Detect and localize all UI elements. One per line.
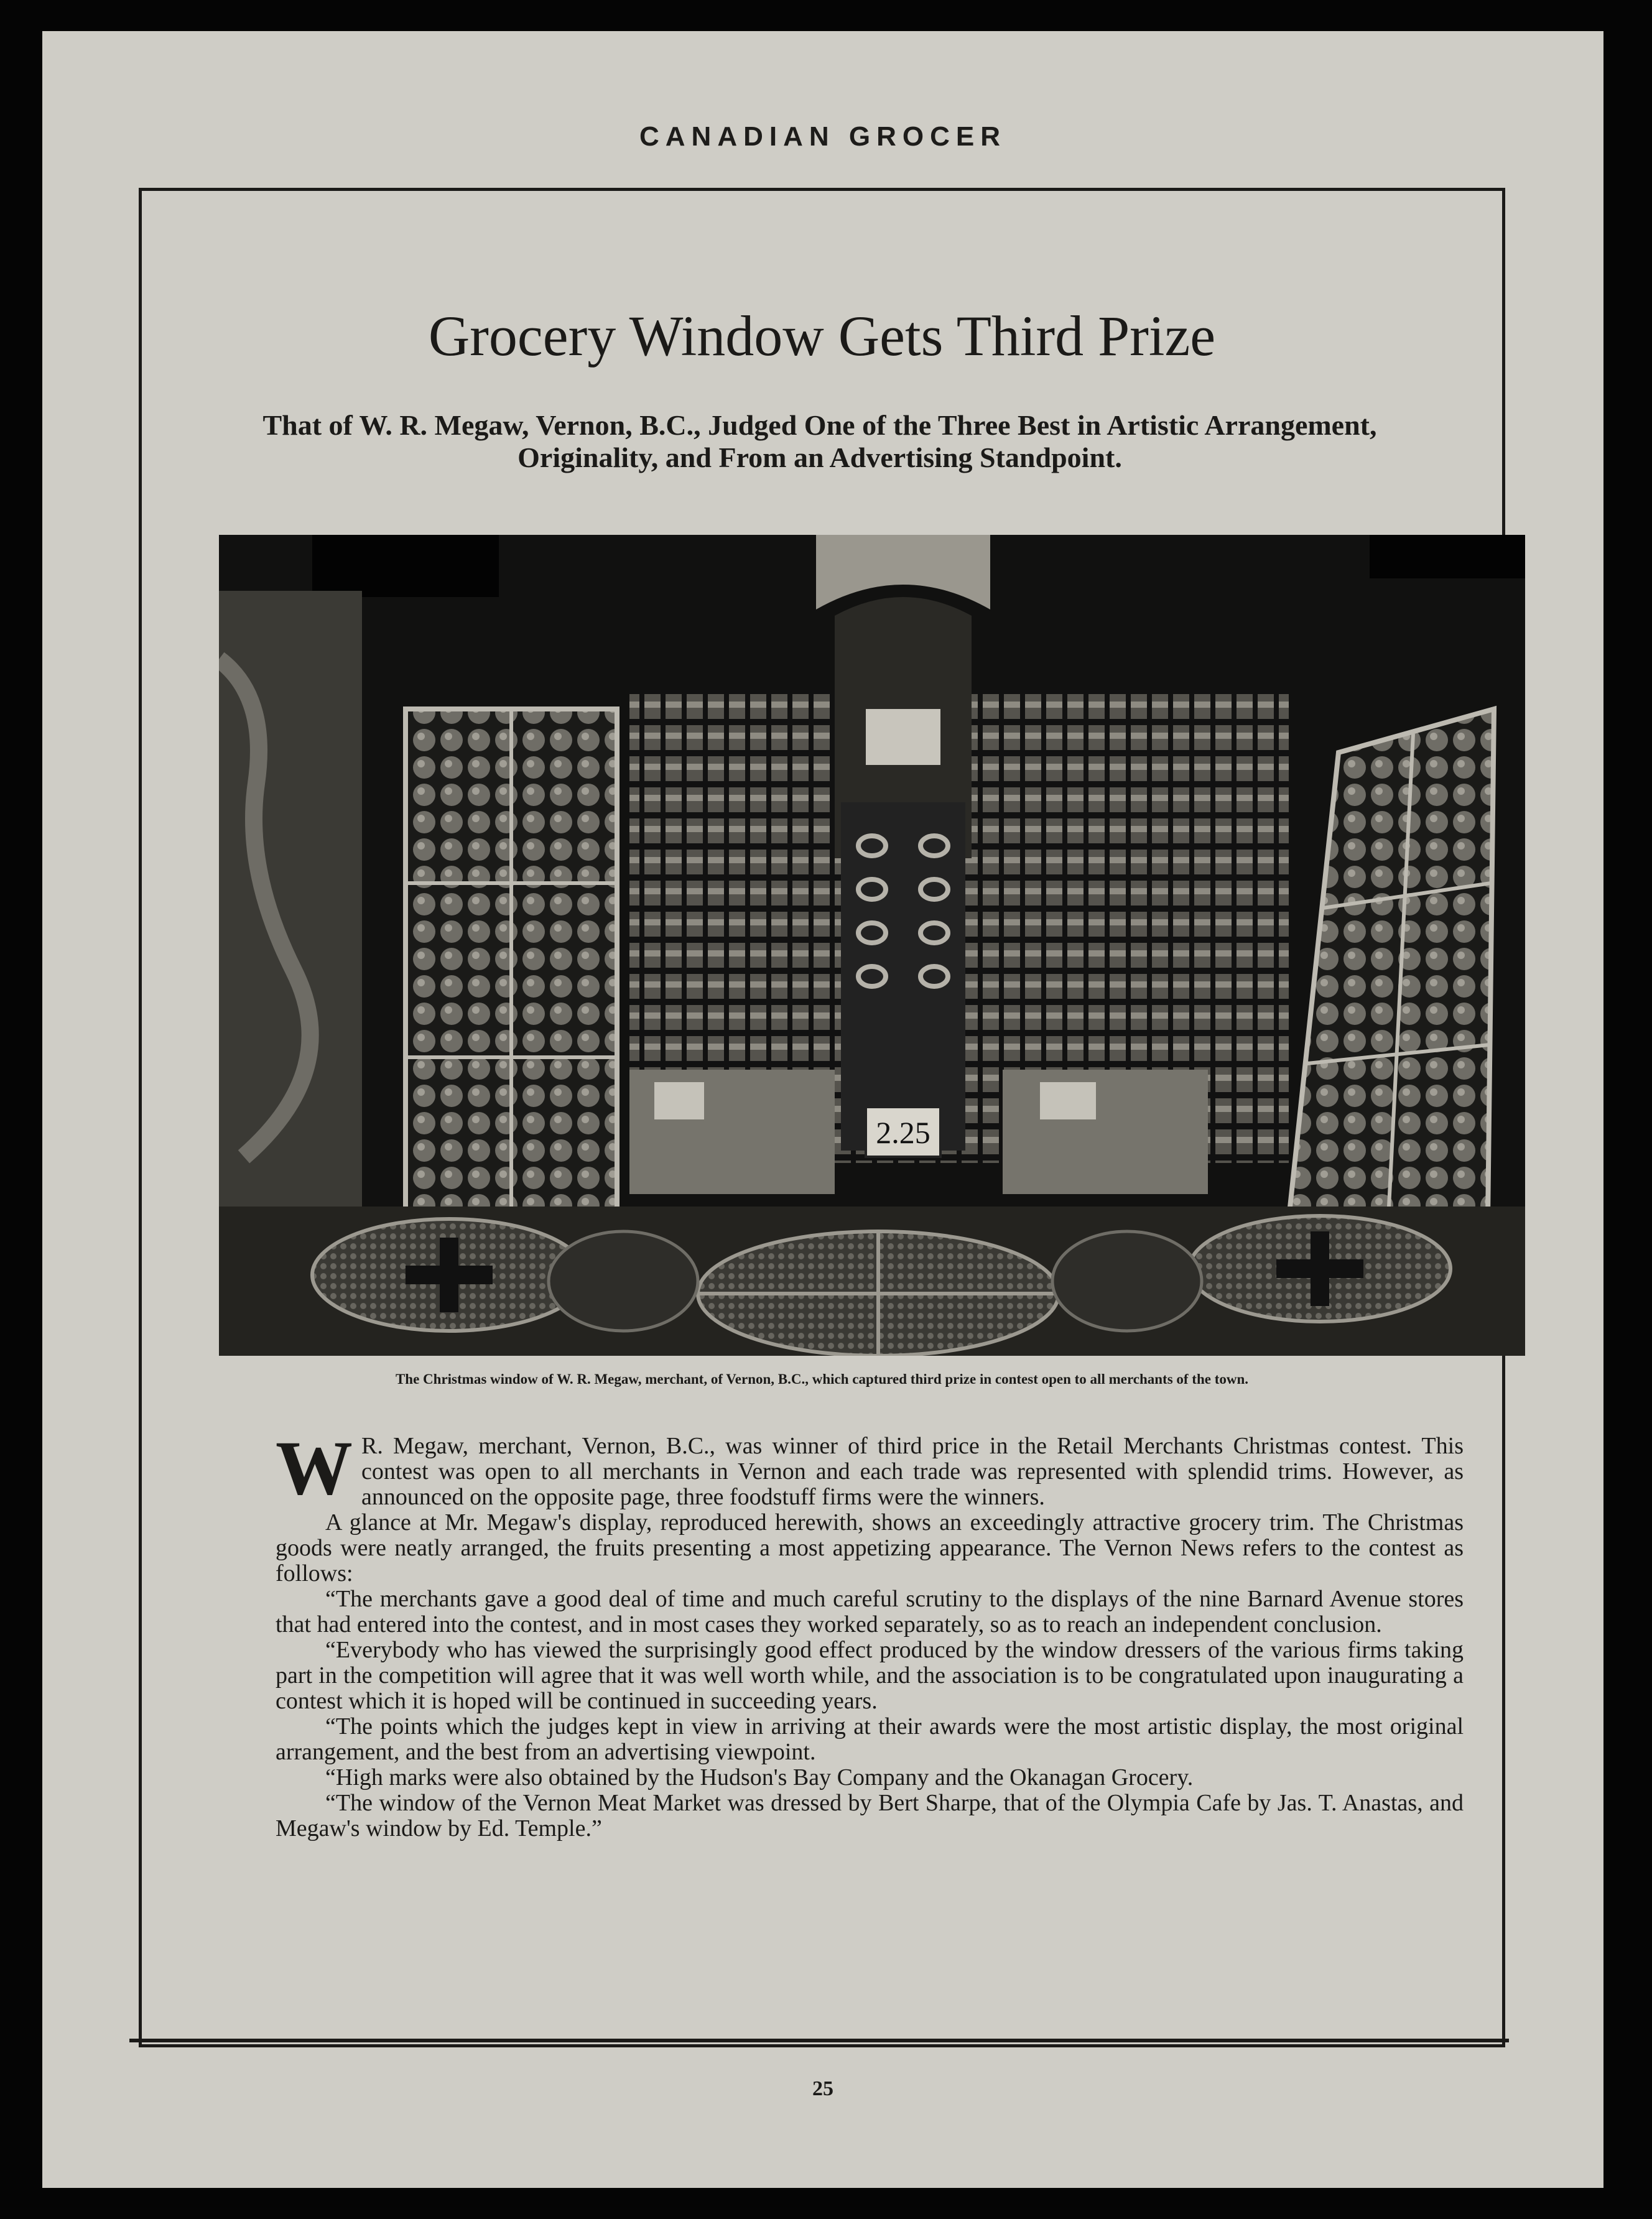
paragraph-3: “The merchants gave a good deal of time and much careful scrutiny to the displays of the nine Barnard Avenue stores that had entered into the contest, and in most cases they worked separately, so as to reach an independent conclusion.	[276, 1586, 1464, 1638]
price-card-text: 2.25	[876, 1115, 930, 1150]
paragraph-6: “High marks were also obtained by the Hudson's Bay Company and the Okanagan Grocery.	[325, 1764, 1194, 1790]
paragraph-1: W R. Megaw, merchant, Vernon, B.C., was winner of third price in the Retail Merchants Christmas contest. This contest was open to all merchants in Vernon and each trade was represented with splendid trims. However, as announced on the opposite page, three foodstuff firms were the winners.	[276, 1425, 1464, 1511]
running-header: CANADIAN GROCER	[639, 121, 1006, 152]
article-subtitle: That of W. R. Megaw, Vernon, B.C., Judged One of the Three Best in Artistic Arrangement, Originality, and From an Advertising Standpoint.	[262, 409, 1377, 473]
page-number: 25	[812, 2077, 833, 2100]
magazine-page	[42, 31, 1603, 2188]
drop-cap: W	[276, 1425, 353, 1511]
photo-caption: The Christmas window of W. R. Megaw, merchant, of Vernon, B.C., which captured third prize in contest open to all merchants of the town.	[395, 1371, 1249, 1387]
paragraph-5: “The points which the judges kept in view in arriving at their awards were the most artistic display, the most original arrangement, and the best from an advertising viewpoint.	[276, 1713, 1464, 1765]
window-display-photo	[219, 535, 1525, 1356]
article-body	[276, 1425, 1464, 1841]
bottom-rule	[129, 2039, 1509, 2042]
paragraph-2: A glance at Mr. Megaw's display, reproduced herewith, shows an exceedingly attractive grocery trim. The Christmas goods were neatly arranged, the fruits presenting a most appetizing appearance. The Vernon News refers to the contest as follows:	[276, 1509, 1464, 1587]
paragraph-7: “The window of the Vernon Meat Market was dressed by Bert Sharpe, that of the Olympia Cafe by Jas. T. Anastas, and Megaw's window by Ed. Temple.”	[276, 1790, 1464, 1841]
paragraph-4: “Everybody who has viewed the surprisingly good effect produced by the window dressers of the various firms taking part in the competition will agree that it was well worth while, and the association is to be congratulated upon inaugurating a contest which it is hoped will be continued in succeeding years.	[276, 1637, 1464, 1714]
article-title: Grocery Window Gets Third Prize	[428, 304, 1216, 368]
